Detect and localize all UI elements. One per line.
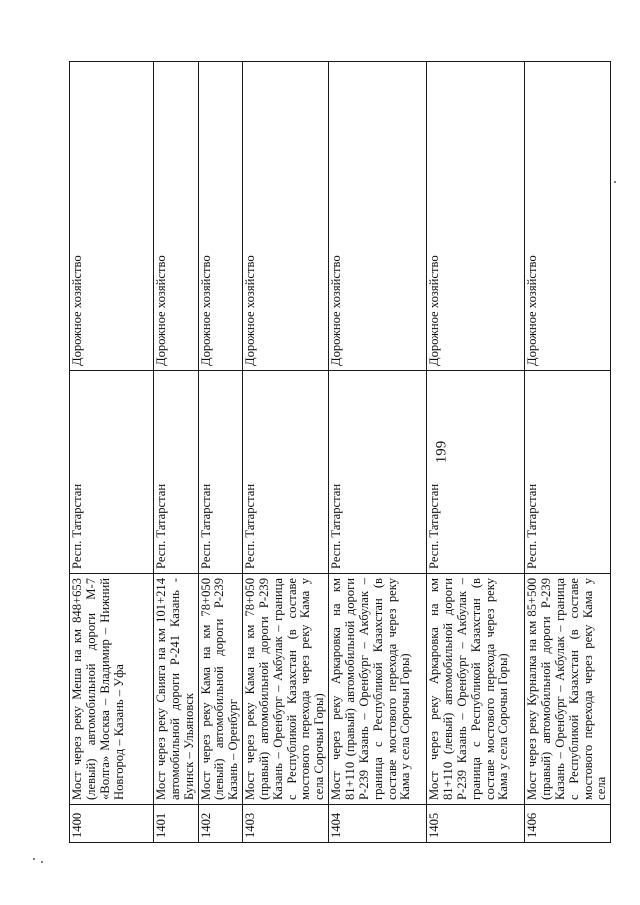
- sector: Дорожное хозяйство: [70, 62, 154, 371]
- region: Респ. Татарстан: [525, 371, 611, 574]
- region: Респ. Татарстан: [329, 371, 427, 574]
- sector: Дорожное хозяйство: [154, 62, 199, 371]
- sector: Дорожное хозяйство: [525, 62, 611, 371]
- sector: Дорожное хозяйство: [198, 62, 243, 371]
- row-number: 1405: [427, 805, 525, 843]
- object-name: Мост через реку Кама на км 78+050 (правый) автомобильной дороги Р-239 Казань – Оренбург – Акбулак – граница с Республикой Казахстан (в составе мостового перехода через реку Кама у села Сорочьи Горы): [243, 574, 329, 805]
- object-name: Мост через реку Кама на км 78+050 (левый) автомобильной дороги Р-239 Казань – Оренбург: [198, 574, 243, 805]
- scan-speck: [33, 858, 35, 860]
- table-row: [525, 62, 611, 843]
- page-number: 199: [433, 440, 450, 464]
- object-name: Мост через реку Аркаровка на км 81+110 (левый) автомобильной дороги Р-239 Казань – Оренбург – Акбулак – граница с Республикой Казахстан (в составе мостового перехода через реку Кама у села Сорочьи Горы): [427, 574, 525, 805]
- table-row: [329, 62, 427, 843]
- table-row: [243, 62, 329, 843]
- rotated-table-wrapper: [69, 62, 609, 843]
- registry-table: [69, 61, 611, 843]
- table-row: [70, 62, 154, 843]
- object-name: Мост через реку Свияга на км 101+214 автомобильной дороги Р-241 Казань - Буинск – Ульяновск: [154, 574, 199, 805]
- object-name: Мост через реку Меша на км 848+653 (левый) автомобильной дороги М-7 «Волга» Москва – Владимир – Нижний Новгород – Казань – Уфа: [70, 574, 154, 805]
- sector: Дорожное хозяйство: [243, 62, 329, 371]
- region: Респ. Татарстан: [198, 371, 243, 574]
- region: Респ. Татарстан: [154, 371, 199, 574]
- row-number: 1400: [70, 805, 154, 843]
- row-number: 1406: [525, 805, 611, 843]
- row-number: 1403: [243, 805, 329, 843]
- row-number: 1402: [198, 805, 243, 843]
- sector: Дорожное хозяйство: [329, 62, 427, 371]
- row-number: 1401: [154, 805, 199, 843]
- sector: Дорожное хозяйство: [427, 62, 525, 371]
- table-row: [154, 62, 199, 843]
- region: Респ. Татарстан: [243, 371, 329, 574]
- scan-speck: [41, 861, 43, 863]
- row-number: 1404: [329, 805, 427, 843]
- table-row: [427, 62, 525, 843]
- region: Респ. Татарстан: [70, 371, 154, 574]
- region: Респ. Татарстан: [427, 371, 525, 574]
- table-row: [198, 62, 243, 843]
- object-name: Мост через реку Курналка на км 85+500 (правый) автомобильной дороги Р-239 Казань – Оренбург – Акбулак – граница с Республикой Казахстан (в составе мостового перехода через реку Кама у села: [525, 574, 611, 805]
- object-name: Мост через реку Аркаровка на км 81+110 (правый) автомобильной дороги Р-239 Казань – Оренбург – Акбулак – граница с Республикой Казахстан (в составе мостового перехода через реку Кама у села Сорочьи Горы): [329, 574, 427, 805]
- scan-speck: [614, 181, 616, 183]
